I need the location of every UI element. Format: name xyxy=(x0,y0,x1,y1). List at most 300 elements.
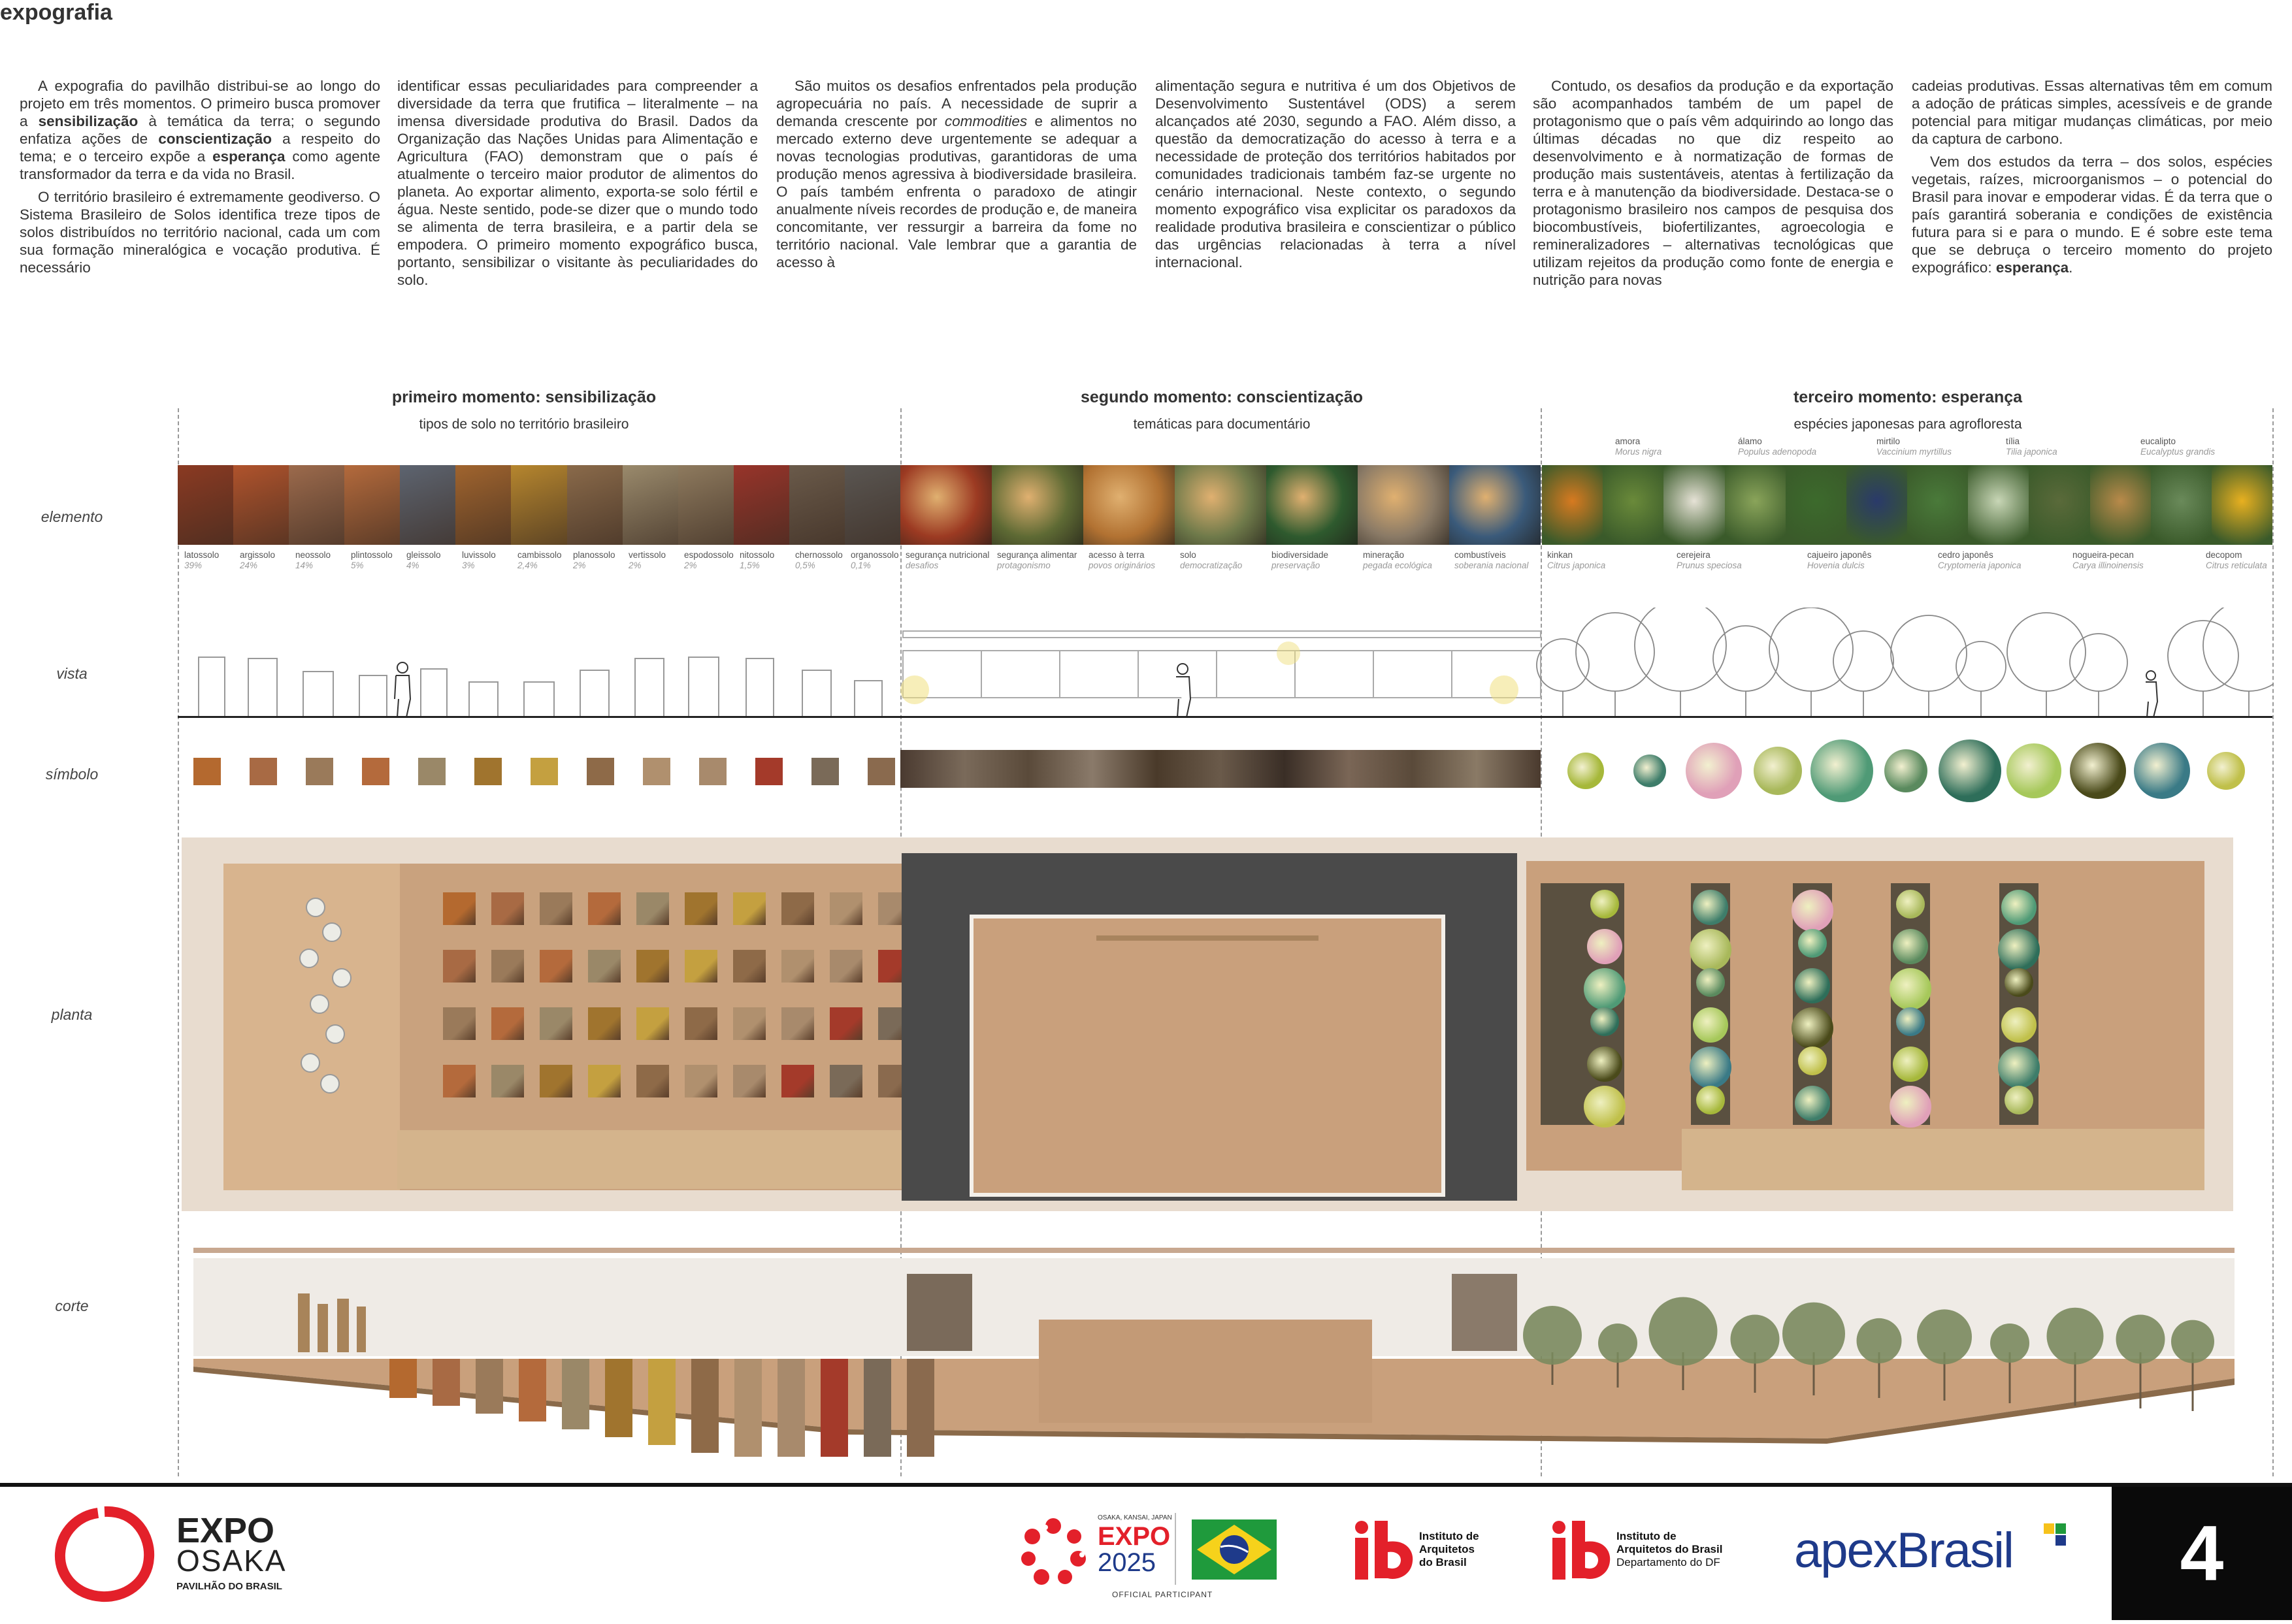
human-figure-icon xyxy=(1176,664,1190,717)
soil-block xyxy=(685,950,717,983)
species-photo-strip xyxy=(1542,465,2272,545)
sculpture-figures xyxy=(298,1293,366,1352)
garden-tree xyxy=(1795,1086,1830,1121)
tree-symbol xyxy=(2006,743,2061,798)
theme-photo xyxy=(992,465,1083,545)
soil-percent: 2% xyxy=(573,560,586,570)
soil-name: neossolo xyxy=(295,550,331,560)
moment-3-subtitle: espécies japonesas para agrofloresta xyxy=(1793,417,2022,432)
page-title: expografia xyxy=(0,0,112,25)
garden-tree xyxy=(1893,929,1928,964)
species-scientific: Populus adenopoda xyxy=(1738,447,1817,457)
text-run: como agente transformador da terra e da vida no Brasil. xyxy=(20,148,380,182)
garden-tree xyxy=(2001,1007,2037,1043)
iab-logo-icon xyxy=(1351,1518,1414,1581)
soil-symbol xyxy=(362,758,389,785)
theme-name: solo xyxy=(1180,550,1196,560)
soil-column xyxy=(734,1359,762,1457)
intro-paragraph: O território brasileiro é extremamente geodiverso. O Sistema Brasileiro de Solos identifica treze tipos de solos distribuídos no território nacional, cada um com sua formação mineralógica e vocação produtiva. É necessário xyxy=(20,189,380,276)
species-scientific: Citrus japonica xyxy=(1547,560,1606,570)
soil-percent: 2,4% xyxy=(517,560,538,570)
soil-block xyxy=(540,892,572,925)
agroforest-garden xyxy=(1526,861,2204,1171)
species-name: nogueira-pecan xyxy=(2072,550,2134,560)
soil-caption xyxy=(684,550,734,571)
apex-mark-icon xyxy=(2044,1523,2066,1546)
tree-symbol xyxy=(1633,755,1666,787)
soil-block xyxy=(830,1007,862,1040)
soil-percent: 2% xyxy=(684,560,697,570)
faces-documentary-band xyxy=(900,750,1541,788)
theme-caption xyxy=(1454,550,1528,571)
text-run: Vem dos estudos da terra – dos solos, espécies vegetais, raízes, microorganismos – o potencial do Brasil para inovar e empoderar vidas. É da terra que o país garantirá soberania e condições de existência futura para si e para o mundo. E é sobre este tema que se debruça o terceiro momento do projeto expográfico: xyxy=(1912,154,2272,276)
soil-column xyxy=(691,1359,719,1453)
iab-logo-text xyxy=(1419,1530,1479,1569)
iab-line: Instituto de xyxy=(1419,1530,1479,1542)
soil-caption xyxy=(740,550,774,571)
garden-tree xyxy=(1584,1086,1626,1128)
tree-sketch xyxy=(1891,615,1967,717)
soil-swatch xyxy=(233,465,289,545)
spotlight-icon xyxy=(1277,641,1300,665)
theme-photo xyxy=(1358,465,1449,545)
stool xyxy=(332,968,352,988)
human-figure-icon xyxy=(2146,671,2157,717)
theme-subtitle: desafios xyxy=(906,560,939,570)
tree-symbol xyxy=(1686,743,1742,799)
soil-swatch xyxy=(455,465,511,545)
tree-symbol xyxy=(2134,743,2190,799)
soil-caption xyxy=(573,550,615,571)
soil-block xyxy=(636,892,669,925)
soil-block xyxy=(636,950,669,983)
theme-subtitle: democratização xyxy=(1180,560,1243,570)
iab-df-logo-text xyxy=(1616,1530,1722,1569)
soil-block xyxy=(443,950,476,983)
soil-name: nitossolo xyxy=(740,550,775,560)
soil-percent: 0,5% xyxy=(795,560,815,570)
expo-logo-line1: EXPO xyxy=(176,1511,275,1550)
soil-name: organossolo xyxy=(851,550,899,560)
expo2025-location: OSAKA, KANSAI, JAPAN xyxy=(1098,1514,1172,1521)
species-scientific: Carya illinoinensis xyxy=(2072,560,2144,570)
roof-line xyxy=(193,1248,2235,1253)
theme-caption xyxy=(906,550,989,571)
soil-caption xyxy=(351,550,393,571)
theme-caption xyxy=(1363,550,1432,571)
text-run: A expografia do pavilhão distribui-se ao longo do projeto em três momentos. O primeiro busca promover a xyxy=(20,78,380,129)
garden-tree xyxy=(1890,968,1931,1010)
species-photo xyxy=(1907,465,1968,545)
garden-tree xyxy=(1587,929,1622,964)
species-caption-bottom xyxy=(2206,550,2267,571)
soil-symbol xyxy=(868,758,895,785)
tree-symbol xyxy=(1884,749,1927,792)
intro-column-4 xyxy=(1155,77,1516,276)
moment-2-title: segundo momento: conscientização xyxy=(1080,388,1363,406)
row-label-planta: planta xyxy=(51,1006,93,1023)
soil-column xyxy=(605,1359,632,1437)
soil-percent: 39% xyxy=(184,560,203,570)
soil-block xyxy=(685,1007,717,1040)
tree-elevations xyxy=(1537,608,2274,717)
soil-percent: 5% xyxy=(351,560,364,570)
theme-subtitle: preservação xyxy=(1271,560,1320,570)
theme-name: segurança alimentar xyxy=(997,550,1077,560)
text-bold: esperança xyxy=(212,148,286,165)
species-scientific: Eucalyptus grandis xyxy=(2140,447,2216,457)
soil-column xyxy=(433,1359,460,1406)
soil-block xyxy=(830,892,862,925)
garden-tree xyxy=(1590,890,1619,918)
soil-block xyxy=(588,1065,621,1097)
species-name: amora xyxy=(1615,436,1641,446)
soil-swatch xyxy=(178,465,233,545)
intro-paragraph: identificar essas peculiaridades para compreender a diversidade da terra que frutifica – literalmente – na imensa diversidade produtiva do Brasil. Dados da Organização das Nações Unidas para Alimentação e Agricultura (FAO) demonstram que o país é atualmente o terceiro maior produtor de alimentos do planeta. Ao exportar alimento, exporta-se solo fértil e água. Neste sentido, pode-se dizer que o mundo todo se alimenta de terra brasileira, e a partir dela se empodera. O primeiro momento expográfico busca, portanto, sensibilizar o visitante às peculiaridades do solo. xyxy=(397,78,758,288)
text-run: à temática da terra; o segundo enfatiza ações de xyxy=(20,113,380,147)
walkway xyxy=(1682,1129,2204,1190)
tree-sketch xyxy=(2168,621,2238,717)
iab-line: do Brasil xyxy=(1419,1556,1467,1568)
soil-block xyxy=(540,1065,572,1097)
species-photo xyxy=(2151,465,2212,545)
tree-sketch xyxy=(1576,613,1654,717)
stool xyxy=(306,898,325,917)
theme-caption xyxy=(1089,550,1155,571)
garden-tree xyxy=(1792,890,1833,932)
tree-symbol xyxy=(1567,753,1604,789)
expo2025-mascot-icon xyxy=(1019,1517,1087,1585)
soil-caption xyxy=(184,550,219,571)
soil-block xyxy=(830,950,862,983)
theme-name: mineração xyxy=(1363,550,1405,560)
soil-swatch xyxy=(289,465,344,545)
garden-tree xyxy=(1798,929,1827,958)
soil-caption xyxy=(295,550,331,571)
soil-block xyxy=(781,1065,814,1097)
soil-symbol xyxy=(643,758,670,785)
section-divider xyxy=(178,408,179,1476)
soil-symbol xyxy=(587,758,614,785)
elevation-view xyxy=(178,608,2274,725)
row-label-corte: corte xyxy=(55,1297,89,1314)
intro-paragraph: Contudo, os desafios da produção e da exportação são acompanhados também de um papel de protagonismo que o país vêm adquirindo ao longo das últimas décadas no que diz respeito ao desenvolvimento e à normatização de formas de produção mais sustentáveis, atentas à fertilização da terra e à manutenção da biodiversidade. Destaca-se o protagonismo brasileiro nos campos de pesquisa dos biocombustíveis, biofertilizantes, agroecologia e remineralizadores – alternativas tecnológicas que utilizam rejeitos da produção como fonte de energia e nutrição para novas xyxy=(1533,78,1893,288)
text-run: a respeito do tema; e o terceiro expõe a xyxy=(20,131,380,165)
row-label-vista: vista xyxy=(56,665,88,682)
stool xyxy=(325,1024,345,1044)
tree-sketch xyxy=(1833,631,1893,717)
tree-symbol xyxy=(1810,739,1873,802)
tree-sketch xyxy=(1769,608,1853,717)
species-caption-bottom xyxy=(2072,550,2144,571)
species-name: kinkan xyxy=(1547,550,1573,560)
soil-caption xyxy=(240,550,275,571)
soil-symbol xyxy=(193,758,221,785)
species-caption-top xyxy=(1615,436,1662,457)
soil-symbol xyxy=(811,758,839,785)
soil-column xyxy=(476,1359,503,1414)
species-caption-bottom xyxy=(1547,550,1605,571)
screen-bench xyxy=(1096,935,1318,941)
moment-1-subtitle: tipos de solo no território brasileiro xyxy=(419,417,629,432)
soil-column xyxy=(389,1359,417,1398)
theme-photo xyxy=(900,465,992,545)
soil-name: cambissolo xyxy=(517,550,562,560)
expo-logo-line3: PAVILHÃO DO BRASIL xyxy=(176,1581,282,1592)
soil-block xyxy=(733,1007,766,1040)
stool xyxy=(320,1074,340,1094)
soil-block xyxy=(491,950,524,983)
species-scientific: Tilia japonica xyxy=(2006,447,2057,457)
soil-block xyxy=(636,1065,669,1097)
garden-tree xyxy=(1696,968,1725,997)
species-photo xyxy=(1725,465,1786,545)
iab-df-logo-icon xyxy=(1548,1518,1611,1581)
portrait-frame xyxy=(1452,1274,1517,1351)
garden-tree xyxy=(1693,1007,1728,1043)
intro-column-6 xyxy=(1912,77,2272,282)
soil-samples-strip xyxy=(178,465,900,545)
moment-1-title: primeiro momento: sensibilização xyxy=(391,388,657,406)
species-name: cajueiro japonês xyxy=(1807,550,1872,560)
soil-symbol xyxy=(699,758,727,785)
garden-tree xyxy=(1690,929,1731,971)
soil-symbol xyxy=(531,758,558,785)
soil-symbol xyxy=(755,758,783,785)
page-number: 4 xyxy=(2112,1487,2292,1620)
text-bold: esperança xyxy=(1995,259,2069,276)
tree-sketch xyxy=(1635,608,1726,717)
soil-block xyxy=(491,1007,524,1040)
soil-symbol xyxy=(474,758,502,785)
soil-block xyxy=(781,1007,814,1040)
species-photo xyxy=(1542,465,1603,545)
section-view xyxy=(193,1267,2235,1457)
garden-tree xyxy=(1896,890,1925,918)
tree-sketch xyxy=(1956,641,2006,717)
species-name: cedro japonês xyxy=(1938,550,1993,560)
soil-block xyxy=(491,892,524,925)
species-name: tília xyxy=(2006,436,2020,446)
intro-paragraph: alimentação segura e nutritiva é um dos Objetivos de Desenvolvimento Sustentável (ODS) a serem alcançados até 2030, segundo a FAO. Além disso, a questão da democratização do acesso à terra e a necessidade de proteção dos territórios habitados por comunidades tradicionais também faz-se urgente no cenário internacional. Neste contexto, o segundo momento expográfico visa explicitar os paradoxos da realidade produtiva brasileira e conscientizar o público das urgências relacionadas à terra a nível internacional. xyxy=(1155,78,1516,270)
projection-room xyxy=(970,915,1445,1197)
soil-swatch xyxy=(400,465,455,545)
species-scientific: Morus nigra xyxy=(1615,447,1662,457)
intro-column-3 xyxy=(776,77,1137,276)
species-caption-top xyxy=(2140,436,2215,457)
soil-percent: 4% xyxy=(406,560,419,570)
soil-block xyxy=(540,950,572,983)
soil-column xyxy=(778,1359,805,1457)
garden-tree xyxy=(1893,1047,1928,1082)
theme-name: segurança nutricional xyxy=(906,550,990,560)
soil-swatch xyxy=(511,465,566,545)
row-label-elemento: elemento xyxy=(41,508,103,525)
soil-symbol xyxy=(418,758,446,785)
stool xyxy=(301,1053,320,1073)
iab-line: Arquitetos do Brasil xyxy=(1616,1543,1723,1555)
brazil-flag-icon xyxy=(1192,1519,1277,1580)
soil-name: luvissolo xyxy=(462,550,496,560)
intro-paragraph xyxy=(20,77,380,183)
soil-column xyxy=(562,1359,589,1429)
tree-symbol xyxy=(1754,747,1802,795)
garden-tree xyxy=(1998,929,2040,971)
theme-subtitle: povos originários xyxy=(1089,560,1156,570)
text-run: . xyxy=(2069,259,2073,276)
species-photo xyxy=(2029,465,2089,545)
soil-caption xyxy=(851,550,899,571)
expo2025-line1: EXPO xyxy=(1098,1522,1171,1551)
species-photo xyxy=(1663,465,1724,545)
soil-swatch xyxy=(734,465,789,545)
species-photo xyxy=(1786,465,1846,545)
stool xyxy=(310,994,329,1014)
species-scientific: Cryptomeria japonica xyxy=(1938,560,2022,570)
soil-caption xyxy=(795,550,843,571)
expo2025-line2: 2025 xyxy=(1098,1548,1156,1577)
documentary-themes-strip xyxy=(900,465,1541,545)
iab-line: Instituto de xyxy=(1616,1530,1677,1542)
soil-percent: 24% xyxy=(240,560,258,570)
intro-paragraph xyxy=(1912,153,2272,276)
moment-2-subtitle: temáticas para documentário xyxy=(1133,417,1311,432)
species-caption-top xyxy=(1876,436,1952,457)
section-divider xyxy=(2272,408,2274,1476)
soil-block xyxy=(588,1007,621,1040)
theme-photo xyxy=(1266,465,1358,545)
garden-tree xyxy=(1696,1086,1725,1114)
species-photo xyxy=(2212,465,2272,545)
theme-name: combustíveis xyxy=(1454,550,1506,560)
theme-caption xyxy=(1180,550,1242,571)
soil-column xyxy=(648,1359,676,1445)
theme-subtitle: soberania nacional xyxy=(1454,560,1529,570)
soil-percent: 3% xyxy=(462,560,475,570)
soil-column xyxy=(864,1359,891,1457)
soil-block xyxy=(781,892,814,925)
logo-divider xyxy=(1175,1513,1176,1585)
soil-percent: 2% xyxy=(629,560,642,570)
soil-columns-elevation xyxy=(199,657,882,717)
theme-photo xyxy=(1083,465,1175,545)
garden-tree xyxy=(1693,890,1728,925)
species-caption-top xyxy=(2006,436,2057,457)
garden-tree xyxy=(1998,1047,2040,1088)
soil-percent: 1,5% xyxy=(740,560,760,570)
soil-name: argissolo xyxy=(240,550,276,560)
expo-osaka-logo-icon xyxy=(52,1505,157,1603)
soil-caption xyxy=(629,550,666,571)
ground-line xyxy=(178,716,2272,718)
soil-block xyxy=(443,892,476,925)
soil-name: planossolo xyxy=(573,550,615,560)
intro-column-2 xyxy=(397,77,758,294)
species-photo xyxy=(1846,465,1907,545)
species-scientific: Prunus speciosa xyxy=(1677,560,1742,570)
intro-column-1 xyxy=(20,77,380,282)
theme-name: biodiversidade xyxy=(1271,550,1329,560)
tree-symbol xyxy=(2207,752,2245,790)
species-name: decopom xyxy=(2206,550,2242,560)
official-participant: OFFICIAL PARTICIPANT xyxy=(1112,1590,1213,1599)
iab-line: Arquitetos xyxy=(1419,1543,1475,1555)
theme-caption xyxy=(997,550,1077,571)
soil-column xyxy=(907,1359,934,1457)
soil-swatch xyxy=(845,465,900,545)
soil-percent: 14% xyxy=(295,560,314,570)
garden-tree xyxy=(1590,1007,1619,1036)
species-photo xyxy=(1968,465,2029,545)
soil-name: vertissolo xyxy=(629,550,666,560)
soil-block xyxy=(733,1065,766,1097)
text-run: e alimentos no mercado externo deve urgentemente se adequar a novas tecnologias produtivas, garantidoras de uma produção menos agressiva à biodiversidade brasileira. O país também enfrenta o paradoxo de atingir anualmente níveis recordes de produção e, de maneira concomitante, ver ressurgir a barreira da fome no território nacional. Vale lembrar que a garantia de acesso à xyxy=(776,113,1137,270)
soil-symbol xyxy=(306,758,333,785)
garden-tree xyxy=(1584,968,1626,1010)
stool xyxy=(299,949,319,968)
garden-tree xyxy=(2001,890,2037,925)
species-name: mirtilo xyxy=(1876,436,1900,446)
garden-tree xyxy=(1587,1047,1622,1082)
soil-caption xyxy=(517,550,562,571)
soil-block xyxy=(733,950,766,983)
intro-paragraph xyxy=(776,77,1137,271)
species-caption-bottom xyxy=(1677,550,1742,571)
row-label-simbolo: símbolo xyxy=(45,766,99,783)
intro-paragraph: cadeias produtivas. Essas alternativas têm em comum a adoção de práticas simples, acessíveis e de grande potencial para mitigar mudanças climáticas, por meio da captura de carbono. xyxy=(1912,78,2272,147)
tree-sketch xyxy=(1537,639,1589,717)
species-caption-top xyxy=(1738,436,1816,457)
documentary-wall-elevation xyxy=(903,631,1541,698)
tree-sketch xyxy=(2007,613,2086,717)
theme-photo xyxy=(1175,465,1266,545)
text-run: São muitos os desafios enfrentados pela produção agropecuária no país. A necessidade de suprir a demanda crescente por xyxy=(776,78,1137,129)
human-figure-icon xyxy=(395,662,410,717)
species-scientific: Vaccinium myrtillus xyxy=(1876,447,1952,457)
spotlight-icon xyxy=(900,675,929,704)
soil-symbol xyxy=(250,758,277,785)
soil-swatch xyxy=(344,465,400,545)
apex-brasil-logo: apexBrasil xyxy=(1794,1523,2013,1578)
theme-caption xyxy=(1271,550,1328,571)
species-caption-bottom xyxy=(1807,550,1871,571)
soil-block xyxy=(685,1065,717,1097)
species-photo xyxy=(1603,465,1663,545)
species-caption-bottom xyxy=(1938,550,2022,571)
portrait-frame xyxy=(907,1274,972,1351)
soil-block xyxy=(588,892,621,925)
tree-sketch xyxy=(1713,626,1778,717)
soil-block xyxy=(443,1065,476,1097)
soil-caption xyxy=(406,550,441,571)
species-name: cerejeira xyxy=(1677,550,1711,560)
species-photo xyxy=(2090,465,2151,545)
theme-subtitle: pegada ecológica xyxy=(1363,560,1432,570)
soil-caption xyxy=(462,550,496,571)
garden-tree xyxy=(1792,1007,1833,1049)
garden-tree xyxy=(1795,968,1830,1003)
garden-tree xyxy=(1798,1047,1827,1075)
garden-tree xyxy=(2005,1086,2033,1114)
soil-block xyxy=(491,1065,524,1097)
soil-column xyxy=(519,1359,546,1421)
soil-block xyxy=(588,950,621,983)
soil-block xyxy=(636,1007,669,1040)
garden-tree xyxy=(1690,1047,1731,1088)
soil-swatch xyxy=(678,465,734,545)
soil-name: latossolo xyxy=(184,550,220,560)
soil-block xyxy=(781,950,814,983)
